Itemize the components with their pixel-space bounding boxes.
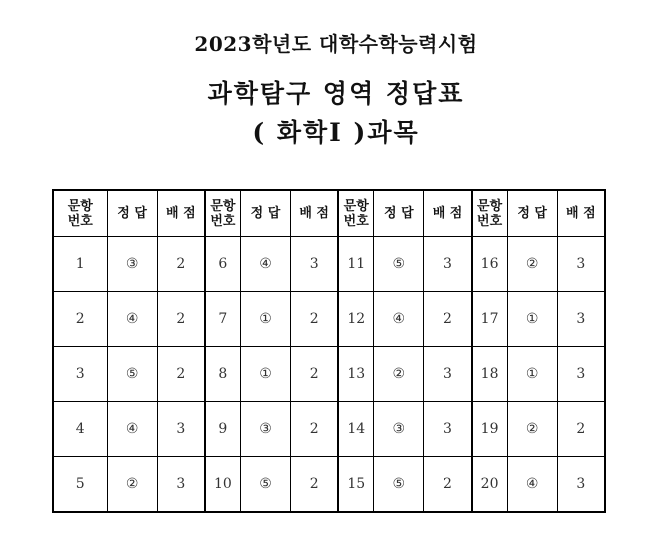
points-value: 3 [557, 347, 605, 402]
subject-line: ( 화학Ⅰ )과목 [252, 118, 420, 147]
header-answer: 정 답 [374, 190, 424, 237]
question-number: 5 [53, 457, 107, 513]
header-question-no: 문항 번호 [472, 190, 507, 237]
table-row [53, 457, 605, 513]
header-points: 배 점 [291, 190, 339, 237]
points-value: 2 [291, 292, 339, 347]
points-value: 3 [424, 402, 472, 457]
points-value: 3 [291, 237, 339, 292]
sheet-title: 과학탐구 영역 정답표 [207, 79, 465, 108]
answer-choice: ④ [107, 402, 157, 457]
question-number: 14 [338, 402, 373, 457]
question-number: 10 [205, 457, 240, 513]
answer-choice: ① [240, 292, 290, 347]
points-value: 3 [424, 237, 472, 292]
question-number: 18 [472, 347, 507, 402]
answer-choice: ④ [507, 457, 557, 513]
answer-key-table [52, 189, 606, 513]
points-value: 3 [557, 237, 605, 292]
answer-choice: ③ [107, 237, 157, 292]
points-value: 2 [157, 292, 205, 347]
answer-choice: ① [240, 347, 290, 402]
answer-choice: ② [107, 457, 157, 513]
points-value: 3 [157, 402, 205, 457]
header-points: 배 점 [157, 190, 205, 237]
question-number: 11 [338, 237, 373, 292]
header-points: 배 점 [557, 190, 605, 237]
question-number: 3 [53, 347, 107, 402]
points-value: 2 [157, 237, 205, 292]
question-number: 20 [472, 457, 507, 513]
question-number: 2 [53, 292, 107, 347]
answer-choice: ④ [240, 237, 290, 292]
points-value: 2 [291, 347, 339, 402]
question-number: 7 [205, 292, 240, 347]
points-value: 3 [424, 347, 472, 402]
header-answer: 정 답 [240, 190, 290, 237]
question-number: 4 [53, 402, 107, 457]
table-row [53, 347, 605, 402]
points-value: 2 [424, 457, 472, 513]
answer-choice: ① [507, 347, 557, 402]
question-number: 9 [205, 402, 240, 457]
points-value: 2 [157, 347, 205, 402]
table-row [53, 292, 605, 347]
header-question-no: 문항 번호 [53, 190, 107, 237]
points-value: 2 [424, 292, 472, 347]
points-value: 2 [557, 402, 605, 457]
question-number: 1 [53, 237, 107, 292]
question-number: 13 [338, 347, 373, 402]
header-answer: 정 답 [107, 190, 157, 237]
answer-choice: ④ [107, 292, 157, 347]
question-number: 17 [472, 292, 507, 347]
exam-title: 2023학년도 대학수학능력시험 [194, 32, 478, 56]
header-row [53, 190, 605, 237]
answer-choice: ⑤ [374, 237, 424, 292]
points-value: 3 [557, 457, 605, 513]
header-points: 배 점 [424, 190, 472, 237]
points-value: 2 [291, 457, 339, 513]
question-number: 19 [472, 402, 507, 457]
question-number: 15 [338, 457, 373, 513]
answer-choice: ① [507, 292, 557, 347]
question-number: 8 [205, 347, 240, 402]
header-question-no: 문항 번호 [205, 190, 240, 237]
answer-choice: ② [374, 347, 424, 402]
answer-choice: ③ [374, 402, 424, 457]
header-answer: 정 답 [507, 190, 557, 237]
answer-choice: ② [507, 237, 557, 292]
answer-choice: ② [507, 402, 557, 457]
question-number: 6 [205, 237, 240, 292]
table-row [53, 237, 605, 292]
question-number: 12 [338, 292, 373, 347]
points-value: 3 [157, 457, 205, 513]
answer-choice: ⑤ [374, 457, 424, 513]
points-value: 2 [291, 402, 339, 457]
header-question-no: 문항 번호 [338, 190, 373, 237]
points-value: 3 [557, 292, 605, 347]
answer-choice: ③ [240, 402, 290, 457]
answer-choice: ⑤ [240, 457, 290, 513]
question-number: 16 [472, 237, 507, 292]
answer-choice: ④ [374, 292, 424, 347]
table-row [53, 402, 605, 457]
answer-choice: ⑤ [107, 347, 157, 402]
answer-body [53, 237, 605, 513]
